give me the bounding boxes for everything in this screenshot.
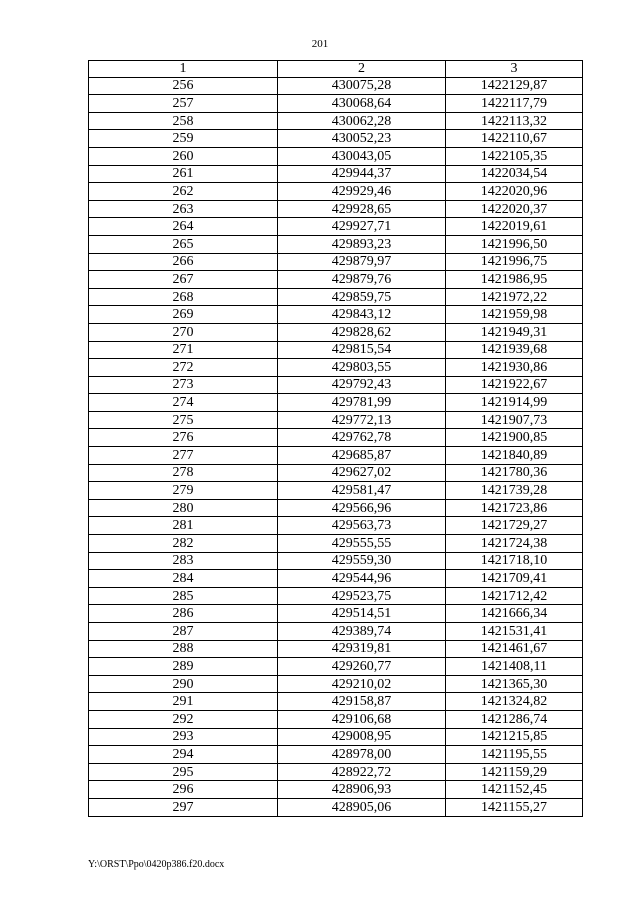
table-cell-col-3: 1421930,86: [446, 359, 583, 377]
table-row: [89, 535, 583, 553]
table-row: [89, 429, 583, 447]
table-cell-col-1: 272: [89, 359, 278, 377]
table-cell-col-1: 273: [89, 376, 278, 394]
table-cell-col-1: 258: [89, 112, 278, 130]
table-cell-col-3: 1422129,87: [446, 77, 583, 95]
table-row: [89, 411, 583, 429]
table-row: [89, 447, 583, 465]
table-cell-col-1: 295: [89, 763, 278, 781]
table-cell-col-3: 1421780,36: [446, 464, 583, 482]
table-cell-col-1: 263: [89, 200, 278, 218]
column-header-3: 3: [446, 61, 583, 78]
column-header-1: 1: [89, 61, 278, 78]
table-row: [89, 323, 583, 341]
table-cell-col-3: 1421155,27: [446, 798, 583, 816]
table-row: [89, 218, 583, 236]
table-cell-col-1: 257: [89, 95, 278, 113]
table-row: [89, 640, 583, 658]
table-cell-col-1: 296: [89, 781, 278, 799]
table-cell-col-2: 430062,28: [278, 112, 446, 130]
table-cell-col-2: 429879,76: [278, 271, 446, 289]
table-row: [89, 710, 583, 728]
table-row: [89, 288, 583, 306]
page-number: 201: [311, 38, 329, 50]
table-row: [89, 95, 583, 113]
table-cell-col-2: 429389,74: [278, 623, 446, 641]
table-cell-col-1: 271: [89, 341, 278, 359]
table-cell-col-3: 1421195,55: [446, 746, 583, 764]
table-cell-col-1: 288: [89, 640, 278, 658]
table-cell-col-1: 282: [89, 535, 278, 553]
table-cell-col-2: 429928,65: [278, 200, 446, 218]
table-cell-col-3: 1421996,50: [446, 235, 583, 253]
table-cell-col-2: 429008,95: [278, 728, 446, 746]
table-cell-col-3: 1421949,31: [446, 323, 583, 341]
table-cell-col-3: 1421972,22: [446, 288, 583, 306]
table-row: [89, 728, 583, 746]
table-cell-col-3: 1421840,89: [446, 447, 583, 465]
table-cell-col-3: 1421914,99: [446, 394, 583, 412]
table-row: [89, 130, 583, 148]
table-cell-col-2: 430075,28: [278, 77, 446, 95]
table-cell-col-2: 429544,96: [278, 570, 446, 588]
table-cell-col-2: 429563,73: [278, 517, 446, 535]
table-body: [89, 77, 583, 816]
table-row: [89, 781, 583, 799]
table-cell-col-1: 287: [89, 623, 278, 641]
table-cell-col-3: 1421986,95: [446, 271, 583, 289]
table-cell-col-3: 1421461,67: [446, 640, 583, 658]
table-cell-col-3: 1421922,67: [446, 376, 583, 394]
table-row: [89, 605, 583, 623]
table-cell-col-3: 1421666,34: [446, 605, 583, 623]
table-cell-col-2: 429929,46: [278, 183, 446, 201]
table-row: [89, 763, 583, 781]
table-row: [89, 235, 583, 253]
table-row: [89, 482, 583, 500]
table-cell-col-1: 292: [89, 710, 278, 728]
table-cell-col-3: 1421531,41: [446, 623, 583, 641]
table-row: [89, 394, 583, 412]
table-cell-col-2: 430068,64: [278, 95, 446, 113]
table-cell-col-2: 429859,75: [278, 288, 446, 306]
table-cell-col-1: 261: [89, 165, 278, 183]
table-cell-col-3: 1421365,30: [446, 675, 583, 693]
table-cell-col-3: 1421959,98: [446, 306, 583, 324]
table-cell-col-2: 429581,47: [278, 482, 446, 500]
table-row: [89, 165, 583, 183]
table-cell-col-1: 293: [89, 728, 278, 746]
table-row: [89, 517, 583, 535]
coordinates-table: [88, 60, 583, 817]
table-cell-col-3: 1421709,41: [446, 570, 583, 588]
table-cell-col-3: 1421152,45: [446, 781, 583, 799]
table-cell-col-1: 285: [89, 587, 278, 605]
table-cell-col-3: 1422117,79: [446, 95, 583, 113]
table-cell-col-1: 274: [89, 394, 278, 412]
table-cell-col-2: 429685,87: [278, 447, 446, 465]
table-cell-col-2: 428906,93: [278, 781, 446, 799]
column-header-2: 2: [278, 61, 446, 78]
table-cell-col-1: 281: [89, 517, 278, 535]
table-cell-col-2: 428978,00: [278, 746, 446, 764]
table-row: [89, 183, 583, 201]
table-row: [89, 693, 583, 711]
table-cell-col-1: 262: [89, 183, 278, 201]
table-cell-col-3: 1421724,38: [446, 535, 583, 553]
table-cell-col-3: 1421723,86: [446, 499, 583, 517]
table-cell-col-2: 429927,71: [278, 218, 446, 236]
table-cell-col-2: 429523,75: [278, 587, 446, 605]
table-row: [89, 746, 583, 764]
table-cell-col-1: 270: [89, 323, 278, 341]
table-cell-col-1: 259: [89, 130, 278, 148]
table-cell-col-2: 429514,51: [278, 605, 446, 623]
table-header-row: [89, 61, 583, 78]
table-cell-col-3: 1421739,28: [446, 482, 583, 500]
table-cell-col-1: 280: [89, 499, 278, 517]
table-cell-col-2: 429944,37: [278, 165, 446, 183]
table-cell-col-1: 286: [89, 605, 278, 623]
table-row: [89, 623, 583, 641]
table-cell-col-3: 1421712,42: [446, 587, 583, 605]
table-row: [89, 306, 583, 324]
table-row: [89, 341, 583, 359]
table-cell-col-3: 1422020,37: [446, 200, 583, 218]
table-row: [89, 499, 583, 517]
table-cell-col-2: 430052,23: [278, 130, 446, 148]
table-row: [89, 271, 583, 289]
table-row: [89, 77, 583, 95]
table-row: [89, 675, 583, 693]
table-cell-col-1: 279: [89, 482, 278, 500]
table-row: [89, 253, 583, 271]
table-cell-col-3: 1422105,35: [446, 147, 583, 165]
table-cell-col-2: 429792,43: [278, 376, 446, 394]
table-cell-col-3: 1421900,85: [446, 429, 583, 447]
table-cell-col-1: 269: [89, 306, 278, 324]
table-cell-col-2: 429158,87: [278, 693, 446, 711]
table-cell-col-2: 429627,02: [278, 464, 446, 482]
table-cell-col-2: 429843,12: [278, 306, 446, 324]
coordinates-table-container: [88, 60, 582, 817]
table-cell-col-3: 1422113,32: [446, 112, 583, 130]
table-cell-col-3: 1421729,27: [446, 517, 583, 535]
table-row: [89, 359, 583, 377]
table-cell-col-2: 430043,05: [278, 147, 446, 165]
table-cell-col-3: 1421324,82: [446, 693, 583, 711]
table-cell-col-1: 276: [89, 429, 278, 447]
table-cell-col-1: 268: [89, 288, 278, 306]
table-cell-col-1: 289: [89, 658, 278, 676]
table-cell-col-1: 294: [89, 746, 278, 764]
table-row: [89, 376, 583, 394]
table-cell-col-3: 1421215,85: [446, 728, 583, 746]
table-cell-col-1: 265: [89, 235, 278, 253]
table-cell-col-3: 1421718,10: [446, 552, 583, 570]
table-cell-col-3: 1422020,96: [446, 183, 583, 201]
table-row: [89, 147, 583, 165]
table-cell-col-2: 429879,97: [278, 253, 446, 271]
table-cell-col-1: 275: [89, 411, 278, 429]
table-cell-col-1: 266: [89, 253, 278, 271]
table-cell-col-1: 284: [89, 570, 278, 588]
table-cell-col-2: 429772,13: [278, 411, 446, 429]
table-cell-col-1: 290: [89, 675, 278, 693]
table-cell-col-3: 1422110,67: [446, 130, 583, 148]
table-cell-col-1: 278: [89, 464, 278, 482]
table-cell-col-3: 1421286,74: [446, 710, 583, 728]
table-cell-col-2: 429803,55: [278, 359, 446, 377]
table-cell-col-2: 429781,99: [278, 394, 446, 412]
table-row: [89, 658, 583, 676]
table-row: [89, 798, 583, 816]
table-cell-col-1: 267: [89, 271, 278, 289]
table-cell-col-2: 429106,68: [278, 710, 446, 728]
table-cell-col-1: 264: [89, 218, 278, 236]
table-cell-col-3: 1421907,73: [446, 411, 583, 429]
table-cell-col-2: 429555,55: [278, 535, 446, 553]
table-cell-col-2: 429566,96: [278, 499, 446, 517]
table-cell-col-2: 429828,62: [278, 323, 446, 341]
table-cell-col-2: 429893,23: [278, 235, 446, 253]
table-cell-col-1: 297: [89, 798, 278, 816]
table-cell-col-2: 429559,30: [278, 552, 446, 570]
table-row: [89, 464, 583, 482]
table-row: [89, 552, 583, 570]
table-cell-col-3: 1422034,54: [446, 165, 583, 183]
table-cell-col-2: 429319,81: [278, 640, 446, 658]
table-cell-col-2: 429815,54: [278, 341, 446, 359]
table-cell-col-2: 429260,77: [278, 658, 446, 676]
table-cell-col-3: 1421159,29: [446, 763, 583, 781]
table-cell-col-1: 291: [89, 693, 278, 711]
table-cell-col-1: 260: [89, 147, 278, 165]
table-cell-col-1: 256: [89, 77, 278, 95]
table-cell-col-3: 1421408,11: [446, 658, 583, 676]
table-cell-col-2: 429210,02: [278, 675, 446, 693]
table-cell-col-3: 1421996,75: [446, 253, 583, 271]
table-row: [89, 587, 583, 605]
table-cell-col-2: 428905,06: [278, 798, 446, 816]
table-row: [89, 112, 583, 130]
table-cell-col-1: 277: [89, 447, 278, 465]
table-cell-col-2: 428922,72: [278, 763, 446, 781]
table-row: [89, 200, 583, 218]
footer-file-path: Y:\ORST\Ppo\0420p386.f20.docx: [88, 859, 225, 870]
table-cell-col-1: 283: [89, 552, 278, 570]
table-row: [89, 570, 583, 588]
table-cell-col-3: 1422019,61: [446, 218, 583, 236]
table-cell-col-3: 1421939,68: [446, 341, 583, 359]
table-cell-col-2: 429762,78: [278, 429, 446, 447]
